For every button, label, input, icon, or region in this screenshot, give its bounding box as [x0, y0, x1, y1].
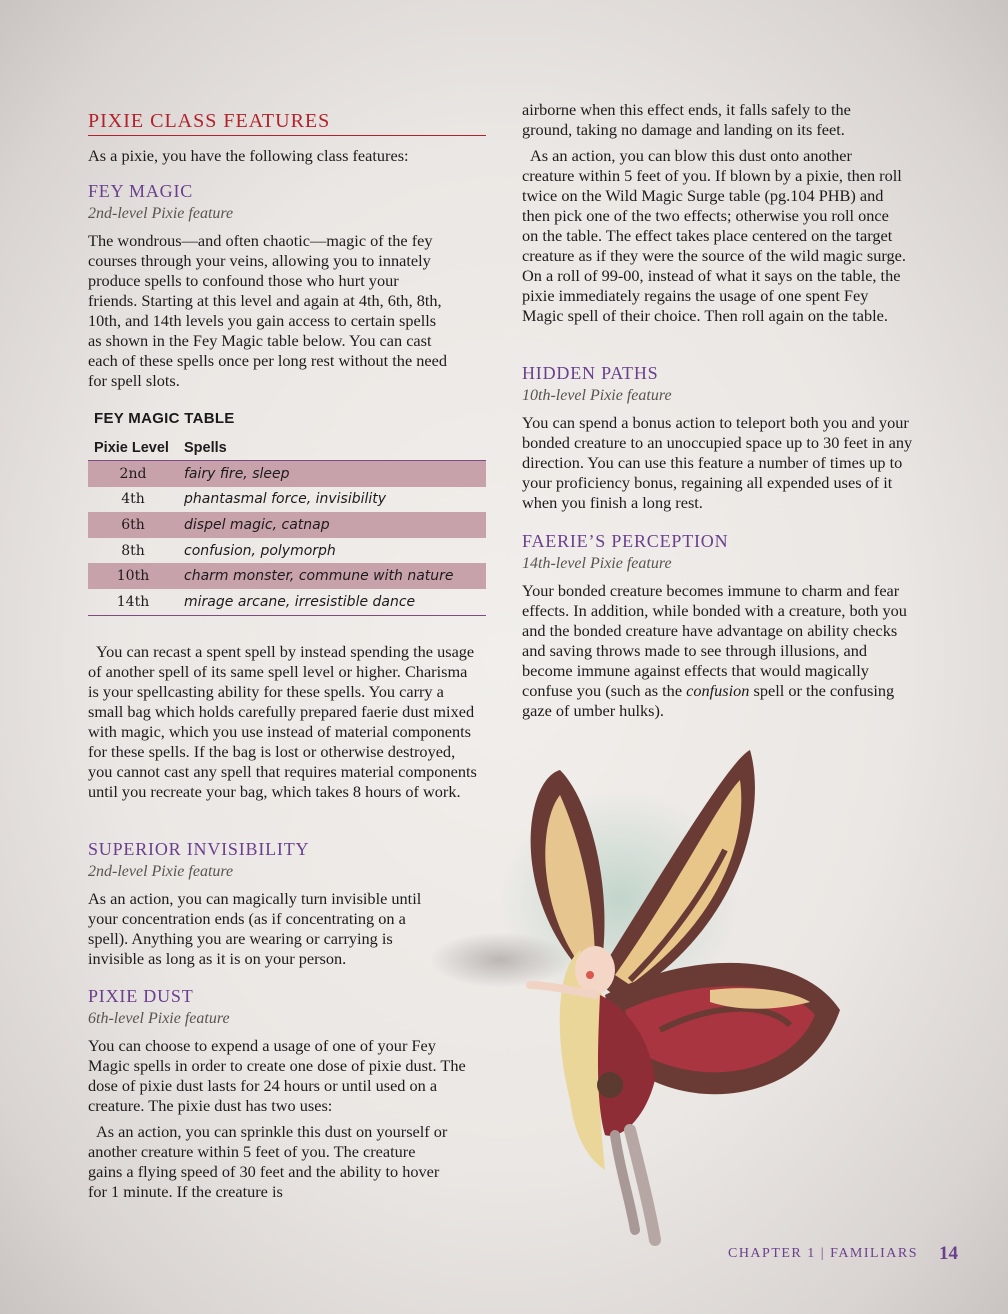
row-spells: confusion, polymorph [184, 542, 336, 559]
row-spells: fairy fire, sleep [178, 461, 486, 487]
fey-magic-body-2: You can recast a spent spell by instead spending the usage of another spell of its same spell level or higher. Charisma is your spellcasting ability for these spells. You carry a small bag which holds carefully prepared faerie dust mixed with magic, which you use instead of material components for these spells. If the bag is lost or otherwise destroyed, you cannot cast any spell that requires material components until you recreate your bag, which takes 8 hours of work. [88, 642, 477, 801]
pixie-dust-body-2-cont: airborne when this effect ends, it falls safely to the ground, taking no damage and landing on its feet. [522, 100, 851, 139]
faeries-perception-text-b: spell or the confusing gaze of umber hulks). [522, 681, 895, 720]
chapter-label: CHAPTER 1 | FAMILIARS [727, 1246, 918, 1261]
pixie-dust-level: 6th-level Pixie feature [88, 1010, 230, 1027]
pixie-dust-body-2: As an action, you can sprinkle this dust on yourself or another creature within 5 feet of you. The creature gains a flying speed of 30 feet and the ability to hover for 1 minute. If the creature is [88, 1122, 448, 1201]
pixie-dust-body-3: As an action, you can blow this dust onto another creature within 5 feet of you. If blown by a pixie, then roll twice on the Wild Magic Surge table (pg.104 PHB) and then pick one of the two effects; otherwise you roll once on the table. The effect takes place centered on the target creature as if they were the source of the wild magic surge. On a roll of 99-00, instead of what it says on the table, the pixie immediately regains the usage of one spent Fey Magic spell of their choice. Then roll again on the table. [522, 146, 906, 325]
row-spells: phantasmal force, invisibility [184, 491, 387, 508]
confusion-spell-name: confusion [686, 681, 750, 700]
row-level: 2nd [88, 461, 178, 487]
col-header-spells: Spells [178, 436, 486, 461]
dust-cloud [430, 932, 570, 988]
pixie-dust-heading: PIXIE DUST [88, 986, 194, 1006]
table-row [88, 487, 486, 513]
fey-magic-level: 2nd-level Pixie feature [88, 205, 234, 222]
superior-invisibility-body: As an action, you can magically turn invisible until your concentration ends (as if concentrating on a spell). Anything you are wearing or carrying is invisible as long as it is on your person. [88, 889, 422, 968]
page-number: 14 [939, 1243, 958, 1264]
row-level: 14th [88, 589, 178, 615]
table-row [88, 563, 486, 589]
hidden-paths-body: You can spend a bonus action to teleport both you and your bonded creature to an unoccupied space up to 30 feet in any direction. You can use this feature a number of times up to your proficiency bonus, regaining all expended uses of it when you finish a long rest. [522, 413, 913, 512]
section-title: PIXIE CLASS FEATURES [88, 110, 486, 136]
row-spells: mirage arcane, irresistible dance [178, 589, 486, 615]
row-level: 8th [121, 542, 145, 559]
hidden-paths-heading: HIDDEN PATHS [522, 363, 659, 383]
superior-invisibility-level: 2nd-level Pixie feature [88, 863, 234, 880]
faeries-perception-level: 14th-level Pixie feature [522, 555, 672, 572]
col-header-level: Pixie Level [88, 436, 178, 461]
row-level: 4th [121, 491, 145, 508]
pixie-illustration [430, 740, 950, 1260]
faeries-perception-heading: FAERIE’S PERCEPTION [522, 531, 729, 551]
table-row [88, 512, 486, 538]
row-spells: charm monster, commune with nature [178, 563, 486, 589]
faeries-perception-body [522, 581, 917, 721]
pixie-dust-body: You can choose to expend a usage of one of your Fey Magic spells in order to create one dose of pixie dust. The dose of pixie dust lasts for 24 hours or until used on a creature. The pixie dust has two uses: [88, 1036, 466, 1115]
fey-magic-table-title: FEY MAGIC TABLE [94, 410, 235, 427]
fey-magic-heading: FEY MAGIC [88, 181, 194, 201]
table-row [88, 461, 486, 487]
pouch-icon [597, 1072, 623, 1098]
row-level: 6th [88, 512, 178, 538]
intro-text: As a pixie, you have the following class features: [88, 146, 409, 165]
row-spells: dispel magic, catnap [178, 512, 486, 538]
fey-magic-body: The wondrous—and often chaotic—magic of the fey courses through your veins, allowing you to innately produce spells to confound those who hurt your friends. Starting at this level and again at 4th, 6th, 8th, 10th, and 14th levels you gain access to certain spells as shown in the Fey Magic table below. You can cast each of these spells once per long rest without the need for spell slots. [88, 231, 447, 390]
face [575, 946, 615, 994]
table-header-row [88, 436, 486, 461]
hidden-paths-level: 10th-level Pixie feature [522, 387, 672, 404]
row-level: 10th [88, 563, 178, 589]
page-footer [727, 1243, 958, 1264]
superior-invisibility-heading: SUPERIOR INVISIBILITY [88, 839, 310, 859]
fey-magic-table [88, 436, 486, 616]
table-row [88, 589, 486, 615]
faeries-perception-text-a: Your bonded creature becomes immune to charm and fear effects. In addition, while bonded with a creature, both you and the bonded creature have advantage on ability checks and saving throws made to see through illusions, and become immune against effects that would magically confuse you (such as the [522, 581, 907, 700]
table-row [88, 538, 486, 564]
